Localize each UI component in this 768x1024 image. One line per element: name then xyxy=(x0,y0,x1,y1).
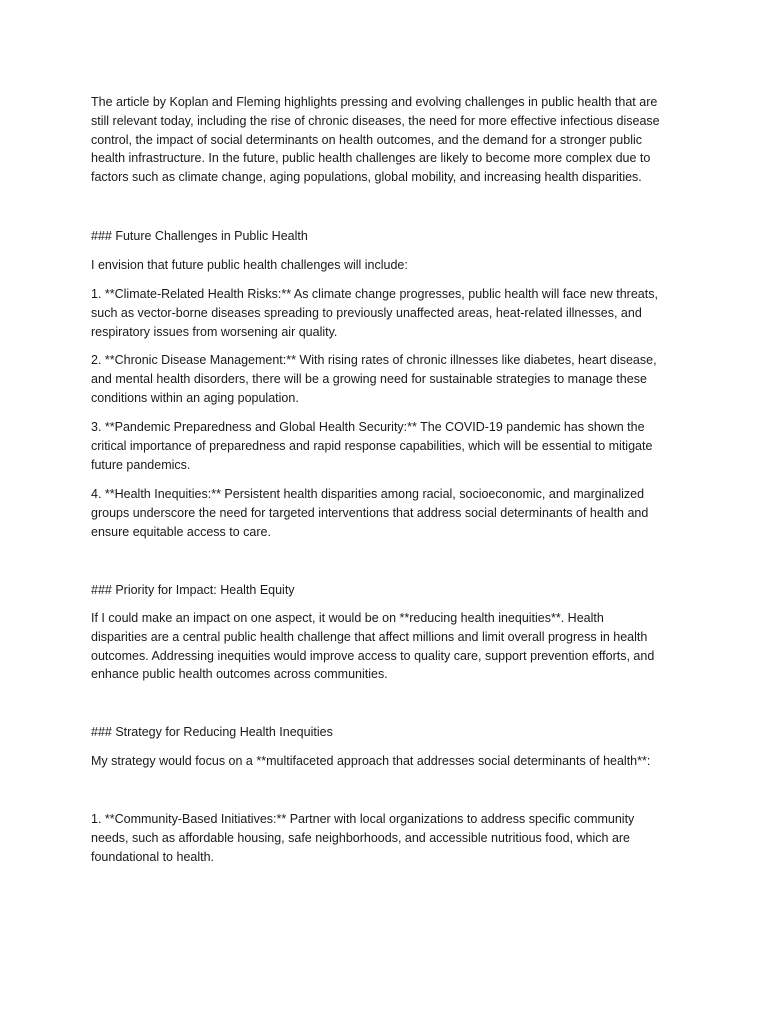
intro-line: The article by Koplan and Fleming highlights pressing and evolving challenges in public health that are xyxy=(91,95,658,109)
list-item-chronic: 2. **Chronic Disease Management:** With rising rates of chronic illnesses like diabetes, heart disease, and mental health disorders, there will be a growing need for sustainable strategies to manage these conditions within an aging population. xyxy=(91,353,657,405)
intro-line: health infrastructure. In the future, public health challenges are likely to become more complex due to xyxy=(91,151,651,166)
list-item-climate: 1. **Climate-Related Health Risks:** As climate change progresses, public health will face new threats, such as vector-borne diseases spreading to previously unaffected areas, heat-related illnesses, and respiratory issues from worsening air quality. xyxy=(91,287,658,339)
intro-paragraph xyxy=(91,93,681,187)
heading-strategy: ### Strategy for Reducing Health Inequities xyxy=(91,725,333,739)
heading-future-challenges: ### Future Challenges in Public Health xyxy=(91,229,308,243)
list-item-pandemic: 3. **Pandemic Preparedness and Global Health Security:** The COVID-19 pandemic has shown the critical importance of preparedness and rapid response capabilities, which will be essential to mitigate future pandemics. xyxy=(91,420,653,472)
intro-line: factors such as climate change, aging populations, global mobility, and increasing health disparities. xyxy=(91,170,642,185)
intro-line: still relevant today, including the rise of chronic diseases, the need for more effective infectious disease xyxy=(91,113,660,128)
future-intro: I envision that future public health challenges will include: xyxy=(91,258,408,272)
intro-line: control, the impact of social determinants on health outcomes, and the demand for a stronger public xyxy=(91,132,643,147)
heading-priority: ### Priority for Impact: Health Equity xyxy=(91,583,295,597)
list-item-inequities: 4. **Health Inequities:** Persistent health disparities among racial, socioeconomic, and marginalized groups underscore the need for targeted interventions that address social determinants of health and ensure equitable access to care. xyxy=(91,487,649,539)
priority-paragraph: If I could make an impact on one aspect, it would be on **reducing health inequities**. Health disparities are a central public health challenge that affect millions and limit overall progress in health outcomes. Addressing inequities would improve access to quality care, support prevention efforts, and enhance public health outcomes across communities. xyxy=(91,611,655,682)
strategy-intro: My strategy would focus on a **multifaceted approach that addresses social determinants of health**: xyxy=(91,754,651,768)
strategy-item-community: 1. **Community-Based Initiatives:** Partner with local organizations to address specific community needs, such as affordable housing, safe neighborhoods, and accessible nutritious food, which are foundational to health. xyxy=(91,812,635,864)
